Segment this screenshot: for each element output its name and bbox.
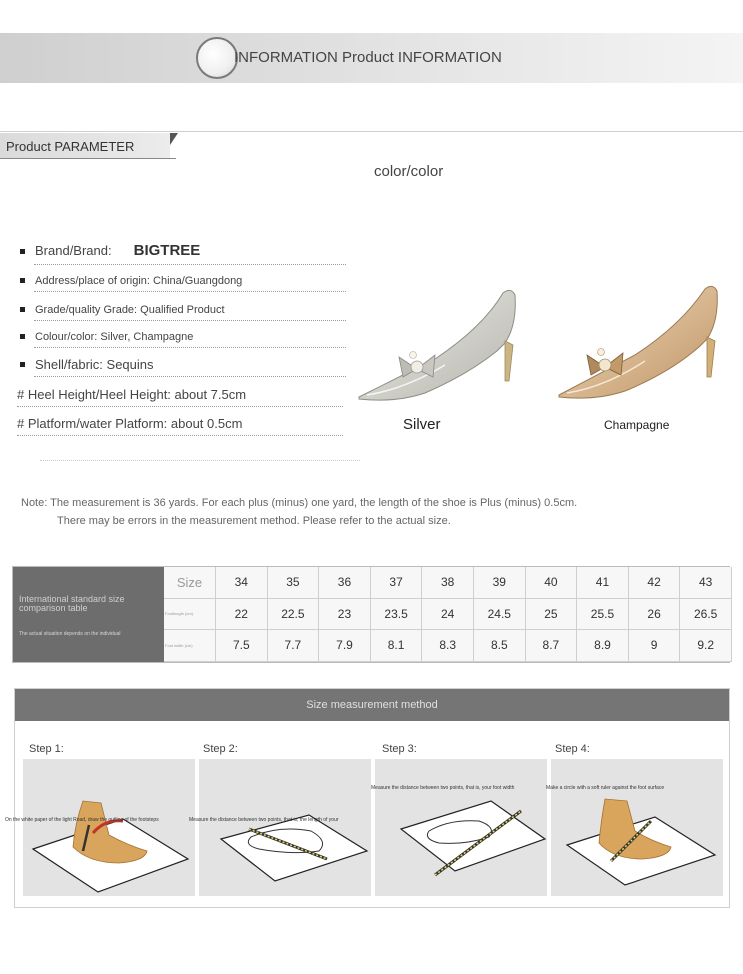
origin-text: Address/place of origin: China/Guangdong xyxy=(35,275,243,287)
foot-width-cell: 7.5 xyxy=(216,630,268,662)
measurement-note: Note: The measurement is 36 yards. For each plus (minus) one yard, the length of the shoe is Plus (minus) 0.5cm. xyxy=(21,497,578,509)
banner-circle-icon xyxy=(196,37,238,79)
size-cell: 36 xyxy=(319,567,371,599)
foot-length-cell: 23.5 xyxy=(371,599,423,631)
dotted-divider xyxy=(34,376,346,377)
shell-text: Shell/fabric: Sequins xyxy=(35,357,154,372)
foot-length-cell: 26 xyxy=(629,599,681,631)
heel-text: # Heel Height/Heel Height: about 7.5cm xyxy=(17,387,247,402)
step-1-illustration xyxy=(23,759,195,896)
foot-width-cell: 8.7 xyxy=(526,630,578,662)
silver-shoe-image xyxy=(355,285,535,405)
measurement-note-2: There may be errors in the measurement method. Please refer to the actual size. xyxy=(57,515,451,527)
step-1-caption: On the white paper of the light Road, draw the outline of the footsteps xyxy=(5,817,159,823)
foot-width-cell: 9.2 xyxy=(680,630,732,662)
step-3-label: Step 3: xyxy=(382,743,417,755)
dotted-divider xyxy=(17,406,343,407)
dotted-divider xyxy=(17,435,343,436)
step-3-illustration xyxy=(375,759,547,896)
bullet-icon xyxy=(20,307,25,312)
foot-length-label: Footlength (cm) xyxy=(164,599,216,631)
product-parameter-tab xyxy=(0,133,170,158)
foot-width-cell: 8.3 xyxy=(422,630,474,662)
foot-length-cell: 22 xyxy=(216,599,268,631)
brand-value: BIGTREE xyxy=(133,242,201,259)
foot-length-cell: 25.5 xyxy=(577,599,629,631)
bullet-icon xyxy=(20,334,25,339)
step-1-label: Step 1: xyxy=(29,743,64,755)
foot-length-cell: 26.5 xyxy=(680,599,732,631)
foot-length-cell: 22.5 xyxy=(268,599,320,631)
foot-length-cell: 24 xyxy=(422,599,474,631)
color-title: color/color xyxy=(374,163,444,180)
foot-width-cell: 7.9 xyxy=(319,630,371,662)
champagne-shoe-image xyxy=(555,283,735,403)
param-grade xyxy=(20,304,360,316)
size-cell: 42 xyxy=(629,567,681,599)
size-table-title: International standard size comparison table xyxy=(19,594,125,613)
size-cell: 38 xyxy=(422,567,474,599)
size-comparison-table xyxy=(12,566,730,663)
divider xyxy=(0,131,743,132)
dotted-divider xyxy=(34,320,346,321)
size-cell: 35 xyxy=(268,567,320,599)
param-colour xyxy=(20,331,360,343)
measurement-method-title: Size measurement method xyxy=(15,689,729,721)
foot-width-cell: 8.9 xyxy=(577,630,629,662)
foot-length-cell: 25 xyxy=(526,599,578,631)
foot-length-cell: 24.5 xyxy=(474,599,526,631)
tab-corner-icon xyxy=(170,133,178,145)
foot-width-cell: 7.7 xyxy=(268,630,320,662)
param-heel xyxy=(17,387,357,402)
step-4-caption: Make a circle with a soft ruler against the foot surface xyxy=(546,785,665,791)
size-table-side-note: The actual situation depends on the individual xyxy=(19,631,121,637)
platform-text: # Platform/water Platform: about 0.5cm xyxy=(17,416,243,431)
bullet-icon xyxy=(20,362,25,367)
colour-text: Colour/color: Silver, Champagne xyxy=(35,331,194,343)
shoe-label-silver: Silver xyxy=(403,416,441,433)
step-3-caption: Measure the distance between two points, that is, your foot width xyxy=(371,785,515,791)
product-parameter-label: Product PARAMETER xyxy=(6,139,135,154)
size-table-side-panel xyxy=(13,567,164,662)
step-2-label: Step 2: xyxy=(203,743,238,755)
size-cell: 34 xyxy=(216,567,268,599)
dotted-divider xyxy=(34,264,346,265)
grade-text: Grade/quality Grade: Qualified Product xyxy=(35,304,225,316)
size-cell: 43 xyxy=(680,567,732,599)
size-cell: 41 xyxy=(577,567,629,599)
dotted-divider xyxy=(34,347,346,348)
bullet-icon xyxy=(20,249,25,254)
param-brand xyxy=(20,242,360,259)
size-header-label: Size xyxy=(164,567,216,599)
banner-title: INFORMATION Product INFORMATION xyxy=(234,49,502,66)
step-4-label: Step 4: xyxy=(555,743,590,755)
step-2-caption: Measure the distance between two points, that is, the length of your xyxy=(189,817,339,823)
product-information-banner xyxy=(0,33,743,83)
foot-width-label: Foot width (cm) xyxy=(164,630,216,662)
foot-length-cell: 23 xyxy=(319,599,371,631)
foot-width-cell: 8.1 xyxy=(371,630,423,662)
size-cell: 39 xyxy=(474,567,526,599)
dotted-divider xyxy=(40,460,360,461)
step-2-illustration xyxy=(199,759,371,896)
step-4-illustration xyxy=(551,759,723,896)
divider xyxy=(0,158,176,159)
size-cell: 37 xyxy=(371,567,423,599)
dotted-divider xyxy=(34,291,346,292)
size-cell: 40 xyxy=(526,567,578,599)
foot-width-cell: 9 xyxy=(629,630,681,662)
brand-label: Brand/Brand: xyxy=(35,243,112,258)
bullet-icon xyxy=(20,278,25,283)
param-origin xyxy=(20,275,360,287)
shoe-label-champagne: Champagne xyxy=(604,418,670,432)
param-platform xyxy=(17,416,357,431)
param-shell xyxy=(20,357,360,372)
size-measurement-method-panel xyxy=(5,688,730,908)
foot-width-cell: 8.5 xyxy=(474,630,526,662)
